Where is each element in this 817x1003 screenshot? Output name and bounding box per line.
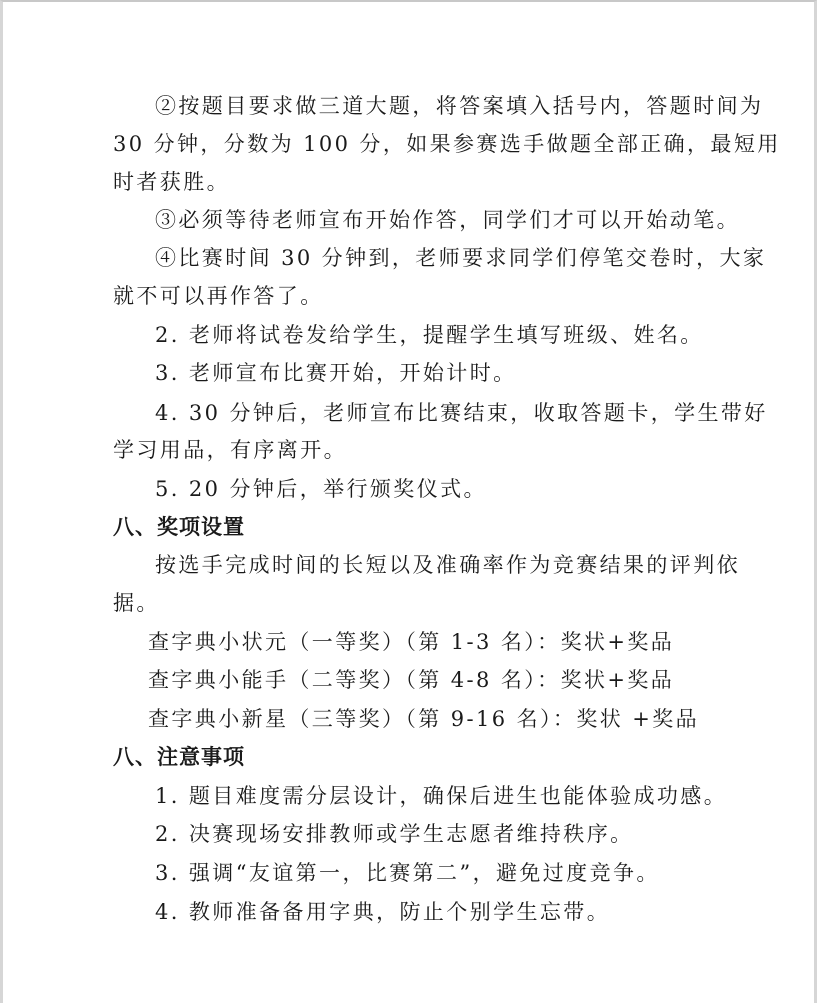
rule-line-3: 时者获胜。 bbox=[113, 170, 230, 194]
rule-line-2: 30 分钟，分数为 100 分，如果参赛选手做题全部正确，最短用 bbox=[113, 132, 781, 156]
section-heading-awards: 八、奖项设置 bbox=[113, 515, 245, 539]
rule-line-1: ②按题目要求做三道大题，将答案填入括号内，答题时间为 bbox=[155, 94, 764, 118]
note-item-2: 2. 决赛现场安排教师或学生志愿者维持秩序。 bbox=[155, 822, 634, 846]
step-line-4: 学习用品，有序离开。 bbox=[113, 438, 347, 462]
awards-intro-line-1: 按选手完成时间的长短以及准确率作为竞赛结果的评判依 bbox=[155, 553, 740, 577]
rule-line-4: ③必须等待老师宣布开始作答，同学们才可以开始动笔。 bbox=[155, 208, 740, 232]
section-heading-notes: 八、注意事项 bbox=[113, 745, 245, 769]
step-line-3: 4. 30 分钟后，老师宣布比赛结束，收取答题卡，学生带好 bbox=[155, 401, 768, 425]
award-item-2: 查字典小能手（二等奖）（第 4-8 名）：奖状+奖品 bbox=[148, 668, 675, 692]
step-line-5: 5. 20 分钟后，举行颁奖仪式。 bbox=[155, 477, 487, 501]
step-line-1: 2. 老师将试卷发给学生，提醒学生填写班级、姓名。 bbox=[155, 323, 704, 347]
step-line-2: 3. 老师宣布比赛开始，开始计时。 bbox=[155, 361, 517, 385]
award-item-1: 查字典小状元（一等奖）（第 1-3 名）：奖状+奖品 bbox=[148, 630, 675, 654]
note-item-3: 3. 强调“友谊第一，比赛第二”，避免过度竞争。 bbox=[155, 861, 660, 885]
award-item-3: 查字典小新星（三等奖）（第 9-16 名）：奖状 +奖品 bbox=[148, 707, 699, 731]
awards-intro-line-2: 据。 bbox=[113, 591, 160, 615]
rule-line-5: ④比赛时间 30 分钟到，老师要求同学们停笔交卷时，大家 bbox=[155, 246, 767, 270]
note-item-1: 1. 题目难度需分层设计，确保后进生也能体验成功感。 bbox=[155, 784, 728, 808]
note-item-4: 4. 教师准备备用字典，防止个别学生忘带。 bbox=[155, 900, 611, 924]
rule-line-6: 就不可以再作答了。 bbox=[113, 284, 324, 308]
